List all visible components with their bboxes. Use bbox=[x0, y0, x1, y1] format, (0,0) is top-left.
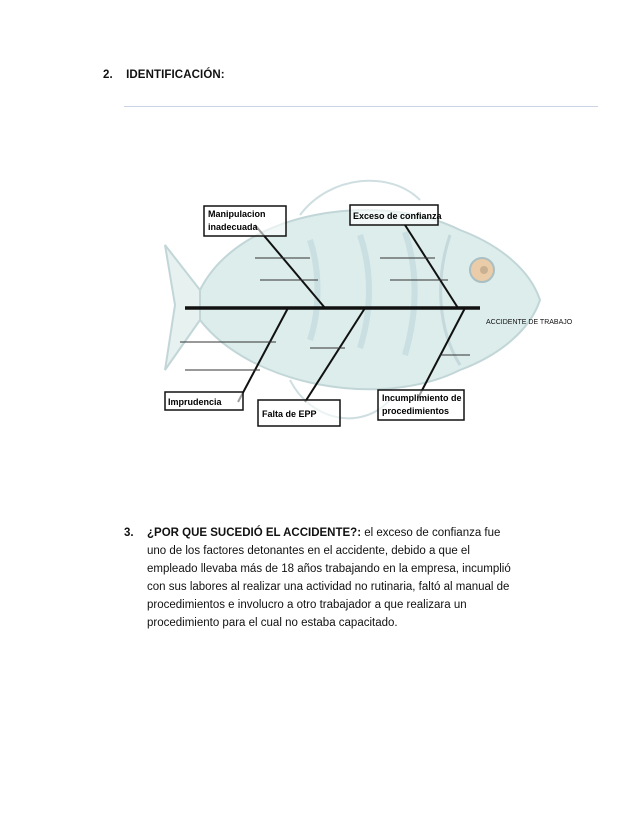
section-3-line-6: procedimiento para el cual no estaba capacitado. bbox=[147, 617, 398, 629]
fishbone-diagram bbox=[160, 170, 580, 440]
cause-imprudencia-label: Imprudencia bbox=[168, 397, 222, 407]
cause-manipulacion-line1: Manipulacion bbox=[208, 209, 266, 219]
section-2-heading bbox=[103, 69, 225, 81]
cause-incumplimiento-line1: Incumplimiento de bbox=[382, 393, 462, 403]
cause-incumplimiento bbox=[378, 390, 464, 420]
section-3-text-0: el exceso de confianza fue bbox=[361, 527, 501, 539]
effect-label: ACCIDENTE DE TRABAJO bbox=[486, 319, 573, 326]
section-3-line-3: empleado llevaba más de 18 años trabajando en la empresa, incumplió bbox=[147, 563, 511, 575]
cause-imprudencia bbox=[165, 392, 243, 410]
heading-divider bbox=[124, 106, 598, 107]
cause-manipulacion-line2: inadecuada bbox=[208, 222, 258, 232]
cause-manipulacion bbox=[204, 206, 286, 236]
fishbone-svg bbox=[160, 170, 580, 440]
section-3-question: ¿POR QUE SUCEDIÓ EL ACCIDENTE?: bbox=[147, 527, 362, 539]
section-3-line-4: con sus labores al realizar una actividad no rutinaria, faltó al manual de bbox=[147, 581, 510, 593]
section-3-line-5: procedimientos e involucro a otro trabajador a que realizara un bbox=[147, 599, 467, 611]
section-3 bbox=[124, 524, 564, 632]
section-2-number: 2. bbox=[103, 69, 113, 81]
section-3-number: 3. bbox=[124, 527, 134, 539]
cause-exceso-label: Exceso de confianza bbox=[353, 211, 442, 221]
fish-pupil bbox=[480, 266, 488, 274]
cause-incumplimiento-line2: procedimientos bbox=[382, 406, 450, 416]
section-3-line-2: uno de los factores detonantes en el accidente, debido a que el bbox=[147, 545, 470, 557]
cause-exceso bbox=[350, 205, 443, 225]
section-3-body bbox=[147, 524, 564, 632]
section-2-title: IDENTIFICACIÓN: bbox=[126, 69, 225, 81]
cause-falta-epp-label: Falta de EPP bbox=[262, 409, 317, 419]
section-3-line-1 bbox=[147, 524, 564, 542]
cause-falta-epp bbox=[258, 400, 340, 426]
